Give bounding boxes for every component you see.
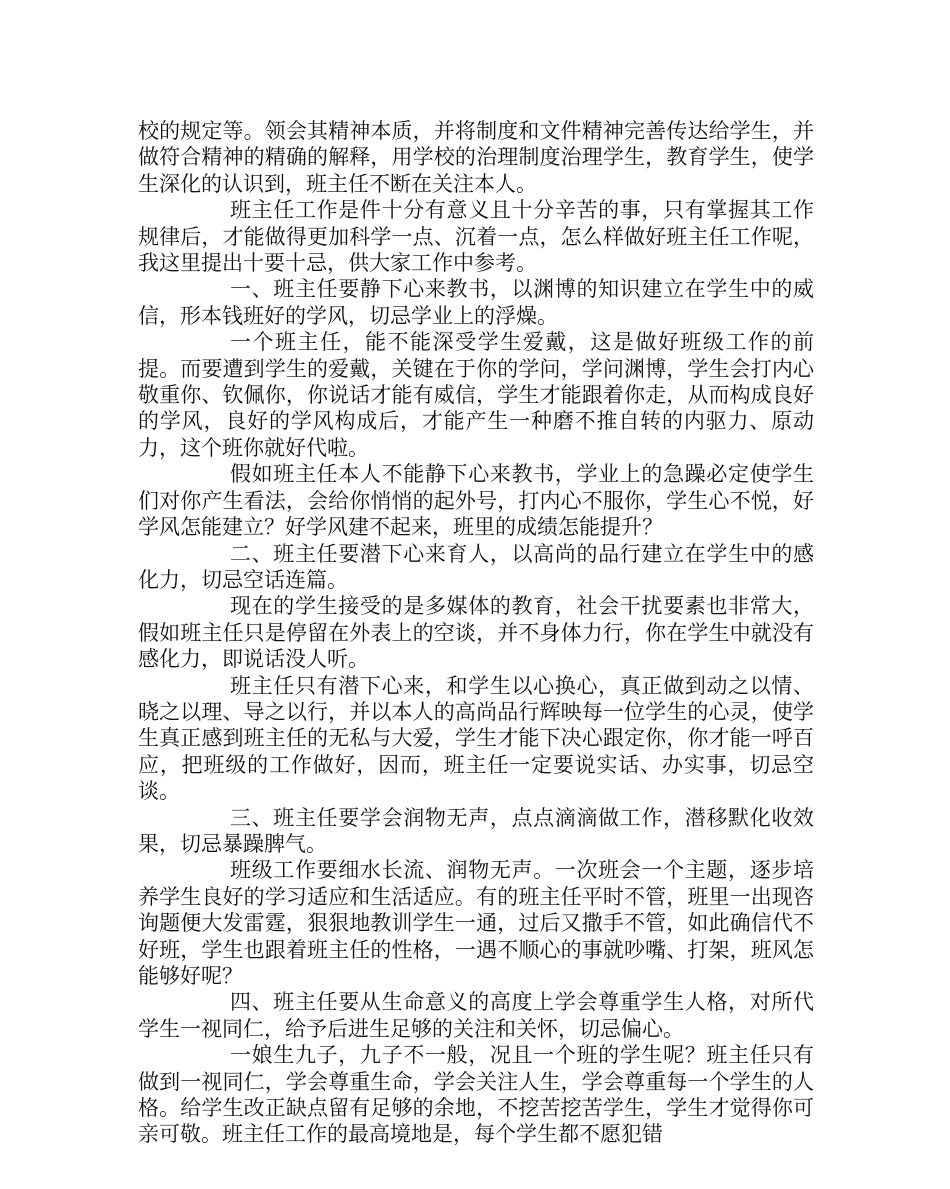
paragraph-continuation: 校的规定等。领会其精神本质，并将制度和文件精神完善传达给学生，并做符合精神的精确的解释，用学校的治理制度治理学生，教育学生，使学生深化的认识到，班主任不断在关注本人。 [138,119,814,196]
body-text [138,118,814,1148]
section-heading-3: 三、班主任要学会润物无声，点点滴滴做工作，潜移默化收效果，切忌暴躁脾气。 [138,805,814,856]
paragraph: 假如班主任本人不能静下心来教书，学业上的急躁必定使学生们对你产生看法，会给你悄悄的起外号，打内心不服你，学生心不悦，好学风怎能建立？好学风建不起来，班里的成绩怎能提升？ [138,462,814,540]
section-heading-2: 二、班主任要潜下心来育人，以高尚的品行建立在学生中的感化力，切忌空话连篇。 [138,541,814,592]
paragraph: 一个班主任，能不能深受学生爱戴，这是做好班级工作的前提。而要遭到学生的爱戴，关键在于你的学问，学问渊博，学生会打内心敬重你、钦佩你，你说话才能有威信，学生才能跟着你走，从而构成良好的学风，良好的学风构成后，才能产生一种磨不推自转的内驱力、原动力，这个班你就好代啦。 [138,330,814,460]
section-heading-4: 四、班主任要从生命意义的高度上学会尊重学生人格，对所代学生一视同仁，给予后进生足够的关注和关怀，切忌偏心。 [138,990,814,1041]
section-heading-1: 一、班主任要静下心来教书，以渊博的知识建立在学生中的威信，形本钱班好的学风，切忌学业上的浮燥。 [138,277,814,328]
paragraph: 一娘生九子，九子不一般，况且一个班的学生呢？班主任只有做到一视同仁，学会尊重生命，学会关注人生，学会尊重每一个学生的人格。给学生改正缺点留有足够的余地，不挖苦挖苦学生，学生才觉得你可亲可敬。班主任工作的最高境地是，每个学生都不愿犯错 [138,1043,814,1147]
paragraph: 现在的学生接受的是多媒体的教育，社会干扰要素也非常大，假如班主任只是停留在外表上的空谈，并不身体力行，你在学生中就没有感化力，即说话没人听。 [138,594,814,672]
paragraph-intro: 班主任工作是件十分有意义且十分辛苦的事，只有掌握其工作规律后，才能做得更加科学一点、沉着一点，怎么样做好班主任工作呢，我这里提出十要十忌，供大家工作中参考。 [138,198,814,276]
paragraph: 班级工作要细水长流、润物无声。一次班会一个主题，逐步培养学生良好的学习适应和生活适应。有的班主任平时不管，班里一出现咨询题便大发雷霆，狠狠地教训学生一通，过后又撒手不管，如此确信代不好班，学生也跟着班主任的性格，一遇不顺心的事就吵嘴、打架，班风怎能够好呢？ [138,858,814,988]
paragraph: 班主任只有潜下心来，和学生以心换心，真正做到动之以情、晓之以理、导之以行，并以本人的高尚品行辉映每一位学生的心灵，使学生真正感到班主任的无私与大爱，学生才能下决心跟定你，你才能一呼百应，把班级的工作做好，因而，班主任一定要说实话、办实事，切忌空谈。 [138,673,814,804]
